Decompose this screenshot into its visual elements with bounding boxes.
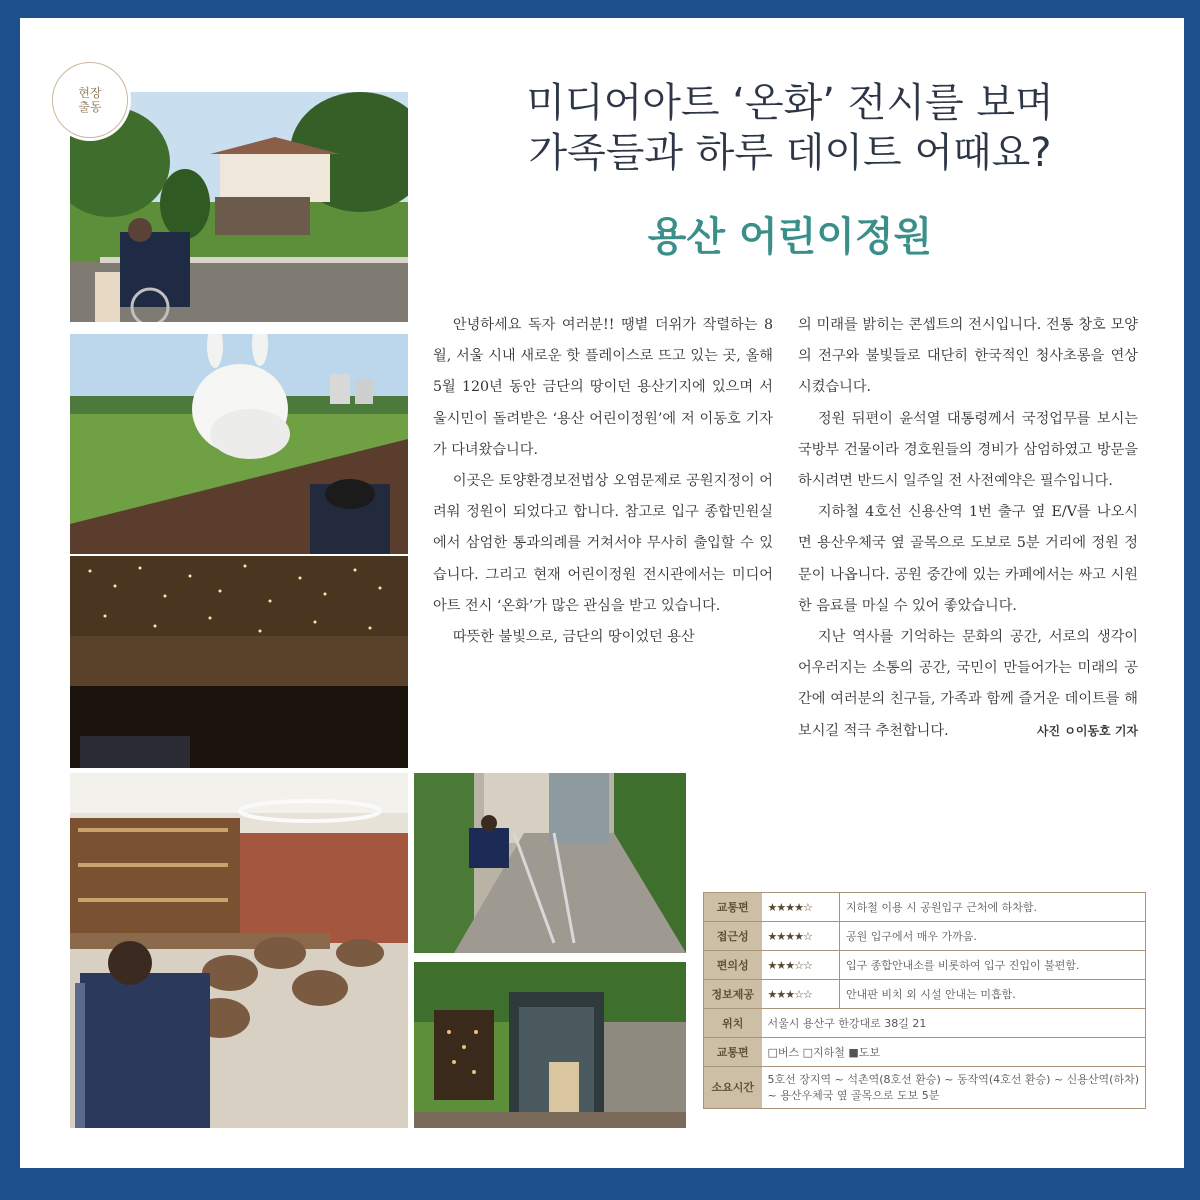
paragraph: 지하철 4호선 신용산역 1번 출구 옆 E/V를 나오시면 용산우체국 옆 골목으로 도보로 5분 거리에 정원 정문이 나옵니다. 공원 중간에 있는 카페에서는 싸고 시원한 음료를 마실 수 있어 좋았습니다. <box>798 504 1138 614</box>
paragraph <box>798 622 1138 747</box>
headline-line-1: 미디어아트 ‘온화’ 전시를 보며 <box>526 80 1054 126</box>
headline-line-2: 가족들과 하루 데이트 어때요? <box>528 130 1052 176</box>
info-table <box>703 892 1146 1109</box>
rating-stars: ★★★★☆ <box>762 922 840 951</box>
table-row <box>704 1067 1146 1109</box>
row-label: 교통편 <box>704 893 762 922</box>
row-value: 서울시 용산구 한강대로 38길 21 <box>762 1009 1146 1038</box>
row-value: 입구 종합안내소를 비롯하여 입구 진입이 불편함. <box>840 951 1146 980</box>
row-value: 공원 입구에서 매우 가까움. <box>840 922 1146 951</box>
section-badge <box>52 62 128 138</box>
table-row <box>704 1009 1146 1038</box>
row-value: 지하철 이용 시 공원입구 근처에 하차함. <box>840 893 1146 922</box>
photo-credit: 사진 ㅇ이동호 기자 <box>1036 723 1138 738</box>
table-row <box>704 980 1146 1009</box>
paragraph: 의 미래를 밝히는 콘셉트의 전시입니다. 전통 창호 모양의 전구와 불빛들로 대단히 한국적인 청사초롱을 연상시켰습니다. <box>798 317 1138 396</box>
row-label: 교통편 <box>704 1038 762 1067</box>
rating-stars: ★★★☆☆ <box>762 951 840 980</box>
photo-elevator <box>414 962 686 1128</box>
photo-rabbit-sculpture <box>70 334 408 554</box>
row-label: 정보제공 <box>704 980 762 1009</box>
rating-stars: ★★★☆☆ <box>762 980 840 1009</box>
photo-ramp <box>414 773 686 953</box>
rating-stars: ★★★★☆ <box>762 893 840 922</box>
table-row <box>704 951 1146 980</box>
table-row <box>704 1038 1146 1067</box>
paragraph: 안녕하세요 독자 여러분!! 땡볕 더위가 작렬하는 8월, 서울 시내 새로운 핫 플레이스로 뜨고 있는 곳, 올해 5월 120년 동안 금단의 땅이던 용산기지에 있으며 서울시민이 돌려받은 ‘용산 어린이정원’에 저 이동호 기자가 다녀왔습니다. <box>433 317 773 458</box>
badge-line-2: 출동 <box>78 100 102 114</box>
paragraph: 따뜻한 불빛으로, 금단의 땅이었던 용산 <box>452 629 695 646</box>
row-label: 편의성 <box>704 951 762 980</box>
photo-media-art <box>70 556 408 768</box>
headline <box>440 78 1140 178</box>
article-column-2 <box>798 310 1138 747</box>
row-label: 소요시간 <box>704 1067 762 1109</box>
table-row <box>704 922 1146 951</box>
row-value: 5호선 장지역 ~ 석촌역(8호선 환승) ~ 동작역(4호선 환승) ~ 신용산역(하차) ~ 용산우체국 옆 골목으로 도보 5분 <box>762 1067 1146 1109</box>
photo-garden-entrance <box>70 92 408 322</box>
row-label: 접근성 <box>704 922 762 951</box>
subtitle: 용산 어린이정원 <box>647 214 933 260</box>
row-label: 위치 <box>704 1009 762 1038</box>
paragraph: 이곳은 토양환경보전법상 오염문제로 공원지정이 어려워 정원이 되었다고 합니다. 참고로 입구 종합민원실에서 삼엄한 통과의례를 거쳐서야 무사히 출입할 수 있습니다. 그리고 현재 어린이정원 전시관에서는 미디어아트 전시 ‘온화’가 많은 관심을 받고 있습니다. <box>433 473 773 614</box>
badge-line-1: 현장 <box>78 86 102 100</box>
paragraph: 정원 뒤편이 윤석열 대통령께서 국정업무를 보시는 국방부 건물이라 경호원들의 경비가 삼엄하였고 방문을 하시려면 반드시 일주일 전 사전예약은 필수입니다. <box>798 410 1138 490</box>
row-value: 안내판 비치 외 시설 안내는 미흡함. <box>840 980 1146 1009</box>
paragraph-text: 지난 역사를 기억하는 문화의 공간, 서로의 생각이 어우러지는 소통의 공간, 국민이 만들어가는 미래의 공간에 여러분의 친구들, 가족과 함께 즐거운 데이트를 해보시길 적극 추천합니다. <box>798 629 1138 739</box>
table-row <box>704 893 1146 922</box>
row-value: □버스 □지하철 ■도보 <box>762 1038 1146 1067</box>
article-column-1 <box>433 310 773 653</box>
photo-library-lounge <box>70 773 408 1128</box>
